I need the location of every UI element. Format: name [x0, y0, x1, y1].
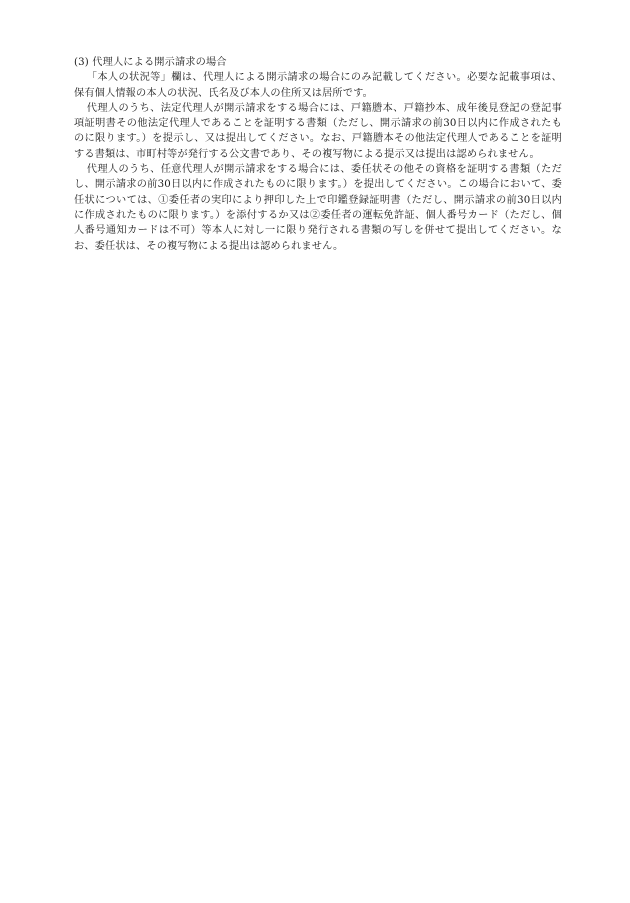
paragraph-voluntary-agent: 代理人のうち、任意代理人が開示請求をする場合には、委任状その他その資格を証明する書類（ただし、開示請求の前30日以内に作成されたものに限ります。）を提出してください。この場合において、委任状については、①委任者の実印により押印した上で印鑑登録証明書（ただし、開示請求の前30日以内に作成されたものに限ります。）を添付するか又は②委任者の運転免許証、個人番号カード（ただし、個人番号通知カードは不可）等本人に対し一に限り発行される書類の写しを併せて提出してください。なお、委任状は、その複写物による提出は認められません。: [74, 164, 562, 252]
paragraph-status-field: 「本人の状況等」欄は、代理人による開示請求の場合にのみ記載してください。必要な記載事項は、保有個人情報の本人の状況、氏名及び本人の住所又は居所です。: [74, 72, 562, 99]
section-agent-disclosure-request: [74, 55, 562, 254]
paragraph-legal-agent: 代理人のうち、法定代理人が開示請求をする場合には、戸籍謄本、戸籍抄本、成年後見登記の登記事項証明書その他法定代理人であることを証明する書類（ただし、開示請求の前30日以内に作成されたものに限ります。）を提示し、又は提出してください。なお、戸籍謄本その他法定代理人であることを証明する書類は、市町村等が発行する公文書であり、その複写物による提示又は提出は認められません。: [74, 102, 562, 160]
section-heading: (3) 代理人による開示請求の場合: [74, 57, 227, 68]
